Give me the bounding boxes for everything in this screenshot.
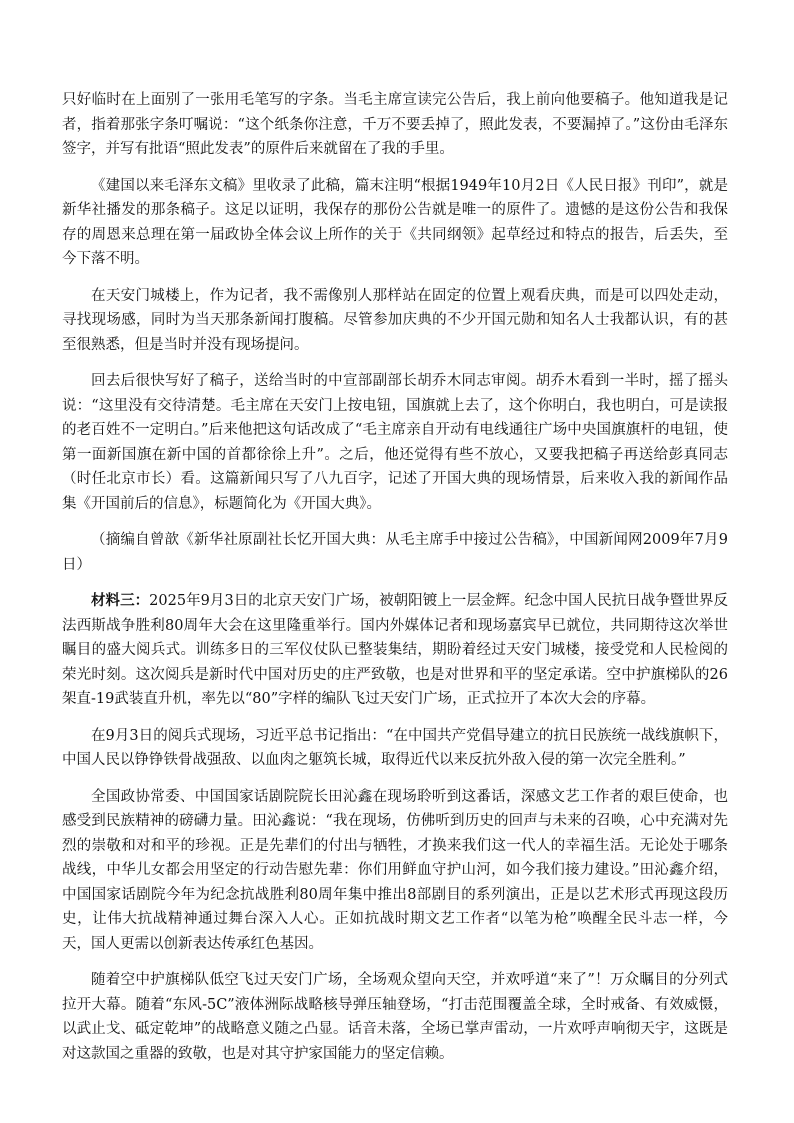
paragraph-continuation: 只好临时在上面别了一张用毛笔写的字条。当毛主席宣读完公告后，我上前向他要稿子。他知道我是记者，指着那张字条叮嘱说：“这个纸条你注意，千万不要丢掉了，照此发表，不要漏掉了。”这份由毛泽东签字，并写有批语“照此发表”的原件后来就留在了我的手里。 <box>62 92 728 157</box>
paragraph-material-three <box>62 589 728 712</box>
paragraph-source-citation: （摘编自曾歆《新华社原副社长忆开国大典：从毛主席手中接过公告稿》，中国新闻网2009年7月9日） <box>62 532 728 573</box>
material-three-label: 材料三： <box>91 592 150 609</box>
paragraph-xi-speech: 在9月3日的阅兵式现场，习近平总书记指出：“在中国共产党倡导建立的抗日民族统一战线旗帜下，中国人民以铮铮铁骨战强敌、以血肉之躯筑长城，取得近代以来反抗外敌入侵的第一次完全胜利。” <box>62 727 728 768</box>
paragraph-tian-qinxin: 全国政协常委、中国国家话剧院院长田沁鑫在现场聆听到这番话，深感文艺工作者的艰巨使命，也感受到民族精神的磅礴力量。田沁鑫说：“我在现场，仿佛听到历史的回声与未来的召唤，心中充满对先烈的崇敬和对和平的珍视。正是先辈们的付出与牺牲，才换来我们这一代人的幸福生活。无论处于哪条战线，中华儿女都会用坚定的行动告慰先辈：你们用鲜血守护山河，如今我们接力建设。”田沁鑫介绍，中国国家话剧院今年为纪念抗战胜利80周年集中推出8部剧目的系列演出，正是以艺术形式再现这段历史，让伟大抗战精神通过舞台深入人心。正如抗战时期文艺工作者“以笔为枪”唤醒全民斗志一样，今天，国人更需以创新表达传承红色基因。 <box>62 788 728 952</box>
paragraph-tiananmen-rostrum: 在天安门城楼上，作为记者，我不需像别人那样站在固定的位置上观看庆典，而是可以四处走动，寻找现场感，同时为当天那条新闻打腹稿。尽管参加庆典的不少开国元勋和知名人士我都认识，有的甚至很熟悉，但是当时并没有现场提问。 <box>62 287 728 353</box>
material-three-text: 2025年9月3日的北京天安门广场，被朝阳镀上一层金辉。纪念中国人民抗日战争暨世界反法西斯战争胜利80周年大会在这里隆重举行。国内外媒体记者和现场嘉宾早已就位，共同期待这次举世瞩目的盛大阅兵式。训练多日的三军仪仗队已整装集结，期盼着经过天安门城楼，接受党和人民检阅的荣光时刻。这次阅兵是新时代中国对历史的庄严致敬，也是对世界和平的坚定承诺。空中护旗梯队的26架直-19武装直升机，率先以“80”字样的编队飞过天安门广场，正式拉开了本次大会的序幕。 <box>62 593 728 707</box>
paragraph-collected-works: 《建国以来毛泽东文稿》里收录了此稿，篇末注明“根据1949年10月2日《人民日报》刊印”，就是新华社播发的那条稿子。这足以证明，我保存的那份公告就是唯一的原件了。遗憾的是这份公告和我保存的周恩来总理在第一届政协全体会议上所作的关于《共同纲领》起草经过和特点的报告，后丢失，至今下落不明。 <box>62 177 728 267</box>
document-body <box>62 88 728 1078</box>
paragraph-hu-qiaomu-review: 回去后很快写好了稿子，送给当时的中宣部副部长胡乔木同志审阅。胡乔木看到一半时，摇了摇头说：“这里没有交待清楚。毛主席在天安门上按电钮，国旗就上去了，这个你明白，我也明白，可是读报的老百姓不一定明白。”后来他把这句话改成了“毛主席亲自开动有电线通往广场中央国旗旗杆的电钮，使第一面新国旗在新中国的首都徐徐上升”。之后，他还觉得有些不放心，又要我把稿子再送给彭真同志（时任北京市长）看。这篇新闻只写了八九百字，记述了开国大典的现场情景，后来收入我的新闻作品集《开国前后的信息》，标题简化为《开国大典》。 <box>62 373 728 512</box>
paragraph-parade-formation: 随着空中护旗梯队低空飞过天安门广场，全场观众望向天空，并欢呼道“来了”！万众瞩目的分列式拉开大幕。随着“东风-5C”液体洲际战略核导弹压轴登场，“打击范围覆盖全球，全时戒备、有效威慑，以武止戈、砥定乾坤”的战略意义随之凸显。话音未落，全场已掌声雷动，一片欢呼声响彻天宇，这既是对这款国之重器的致敬，也是对其守护家国能力的坚定信赖。 <box>62 972 728 1062</box>
